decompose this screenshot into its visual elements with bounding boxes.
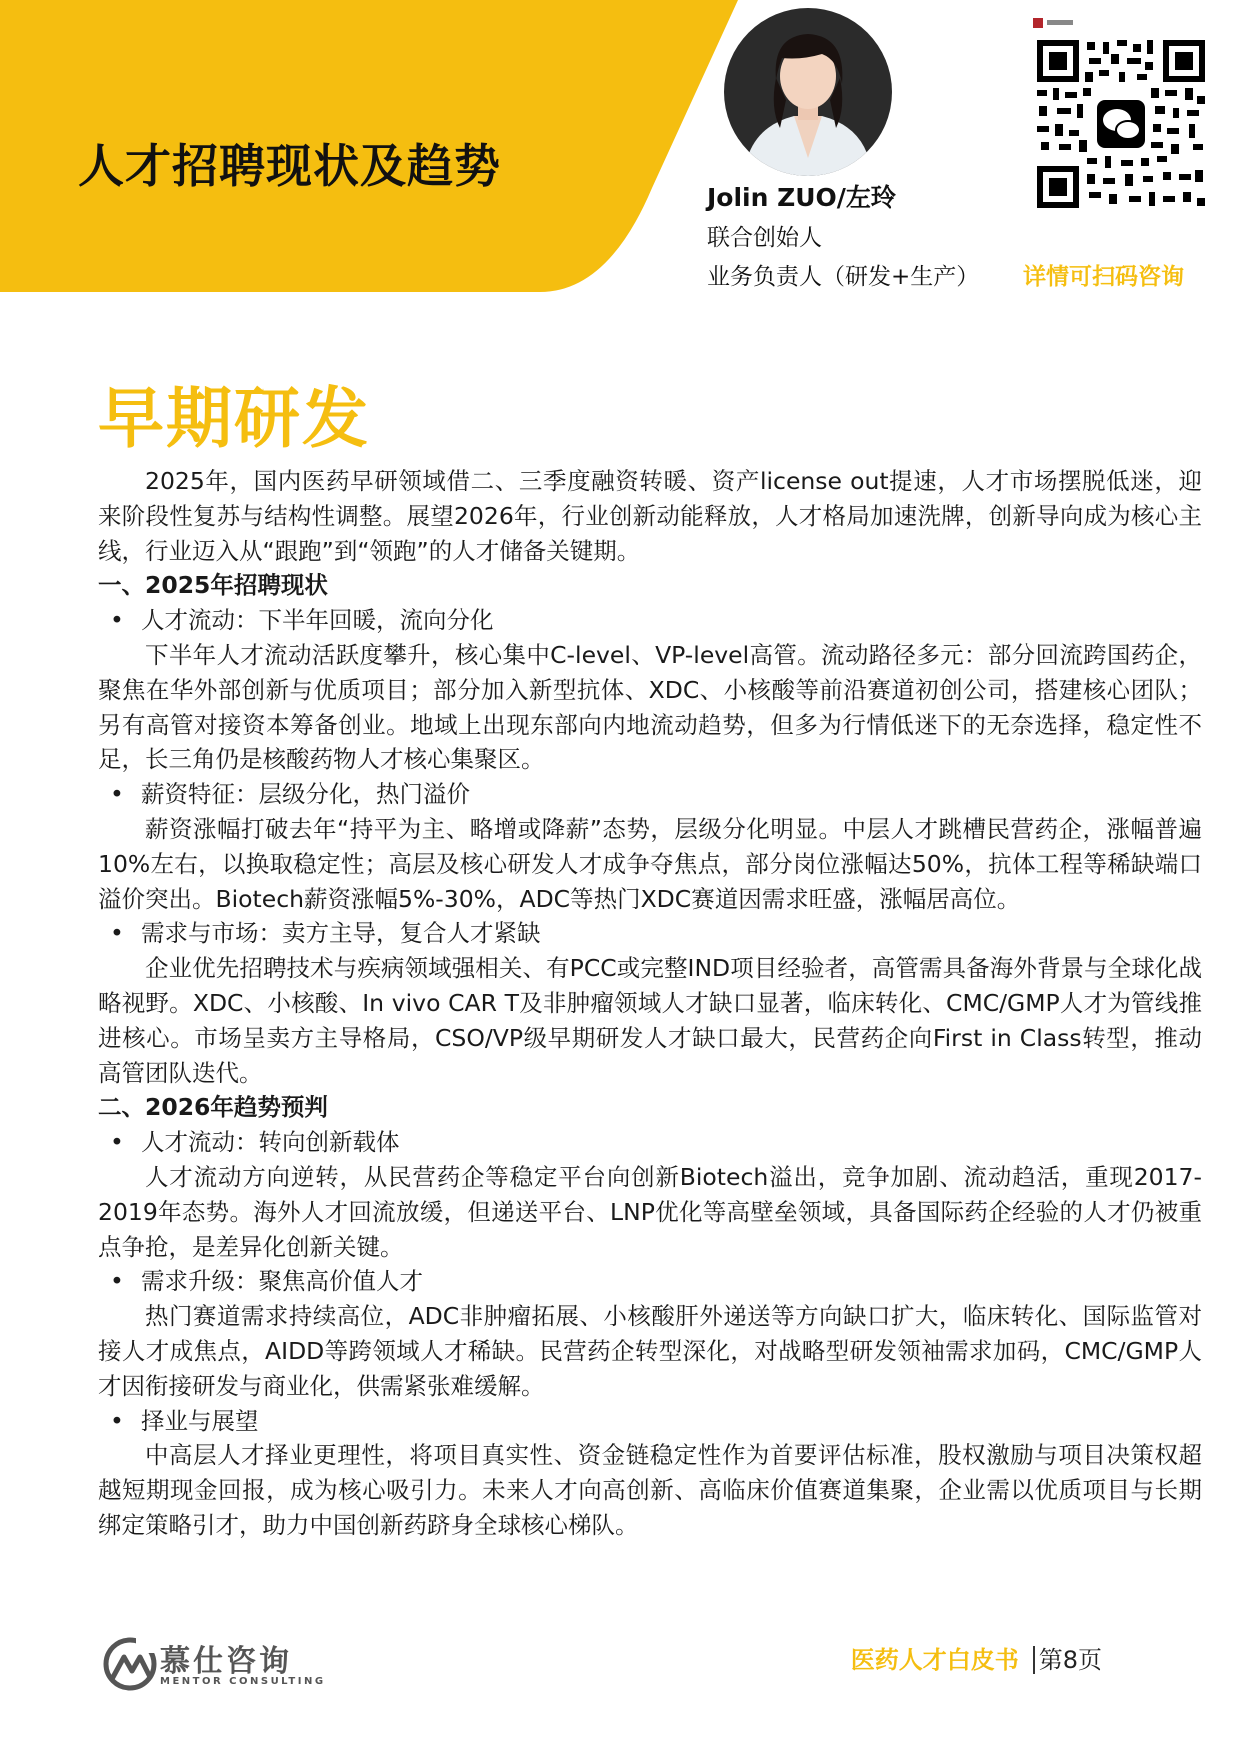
- consultant-role-1: 联合创始人: [707, 225, 822, 251]
- bullet-title: • 择业与展望: [98, 1404, 1202, 1439]
- logo-text-en: MENTOR CONSULTING: [160, 1676, 326, 1687]
- consultant-role-2: 业务负责人（研发+生产）: [707, 264, 980, 290]
- heading-2025-status: 一、2025年招聘现状: [98, 571, 328, 600]
- bullet-paragraph: 下半年人才流动活跃度攀升，核心集中C-level、VP-level高管。流动路径多元：部分回流跨国药企，聚焦在华外部创新与优质项目；部分加入新型抗体、XDC、小核酸等前沿赛道初创公司，搭建核心团队；另有高管对接资本筹备创业。地域上出现东部向内地流动趋势，但多为行情低迷下的无奈选择，稳定性不足，长三角仍是核酸药物人才核心集聚区。: [98, 640, 1202, 774]
- bullet-title: • 需求升级：聚焦高价值人才: [98, 1264, 1202, 1299]
- bullet-title: • 人才流动：转向创新载体: [98, 1125, 1202, 1160]
- bullet-paragraph: 薪资涨幅打破去年“持平为主、略增或降薪”态势，层级分化明显。中层人才跳槽民营药企，涨幅普遍10%左右，以换取稳定性；高层及核心研发人才成争夺焦点，部分岗位涨幅达50%，抗体工程等稀缺端口溢价突出。Biotech薪资涨幅5%-30%，ADC等热门XDC赛道因需求旺盛，涨幅居高位。: [98, 814, 1202, 913]
- header-title: 人才招聘现状及趋势: [78, 139, 501, 193]
- intro-paragraph: 2025年，国内医药早研领域借二、三季度融资转暖、资产license out提速，人才市场摆脱低迷，迎来阶段性复苏与结构性调整。展望2026年，行业创新动能释放，人才格局加速洗牌，创新导向成为核心主线，行业迈入从“跟跑”到“领跑”的人才储备关键期。: [98, 467, 1202, 565]
- consultant-name: Jolin ZUO/左玲: [707, 183, 896, 212]
- section-title: 早期研发: [98, 380, 370, 457]
- scan-note: 详情可扫码咨询: [1023, 264, 1184, 290]
- bullet-paragraph: 热门赛道需求持续高位，ADC非肿瘤拓展、小核酸肝外递送等方向缺口扩大，临床转化、国际监管对接人才成焦点，AIDD等跨领域人才稀缺。民营药企转型深化，对战略型研发领袖需求加码，CMC/GMP人才因衔接研发与商业化，供需紧张难缓解。: [98, 1302, 1202, 1400]
- consultant-portrait: [724, 8, 892, 176]
- bullet-paragraph: 人才流动方向逆转，从民营药企等稳定平台向创新Biotech溢出，竞争加剧、流动趋活，重现2017-2019年态势。海外人才回流放缓，但递送平台、LNP优化等高壁垒领域，具备国际药企经验的人才仍被重点争抢，是差异化创新关键。: [98, 1162, 1202, 1261]
- bullet-paragraph: 企业优先招聘技术与疾病领域强相关、有PCC或完整IND项目经验者，高管需具备海外背景与全球化战略视野。XDC、小核酸、In vivo CAR T及非肿瘤领域人才缺口显著，临床转化、CMC/GMP人才为管线推进核心。市场呈卖方主导格局，CSO/VP级早期研发人才缺口最大，民营药企向First in Class转型，推动高管团队迭代。: [98, 954, 1202, 1087]
- bullet-title: • 需求与市场：卖方主导，复合人才紧缺: [98, 916, 1202, 951]
- wechat-qr-code[interactable]: [1033, 18, 1209, 226]
- body-content: [98, 464, 1202, 1543]
- bullet-title: • 薪资特征：层级分化，热门溢价: [98, 777, 1202, 812]
- footer-info: [851, 1640, 1102, 1675]
- logo-text-cn: 慕仕咨询: [160, 1644, 292, 1679]
- bullet-title: • 人才流动：下半年回暖，流向分化: [98, 603, 1202, 638]
- page-number: 第8页: [1033, 1646, 1102, 1674]
- whitepaper-label: 医药人才白皮书: [850, 1646, 1019, 1674]
- bullet-paragraph: 中高层人才择业更理性，将项目真实性、资金链稳定性作为首要评估标准，股权激励与项目决策权超越短期现金回报，成为核心吸引力。未来人才向高创新、高临床价值赛道集聚，企业需以优质项目与长期绑定策略引才，助力中国创新药跻身全球核心梯队。: [98, 1441, 1202, 1539]
- heading-2026-trends: 二、2026年趋势预判: [98, 1093, 328, 1122]
